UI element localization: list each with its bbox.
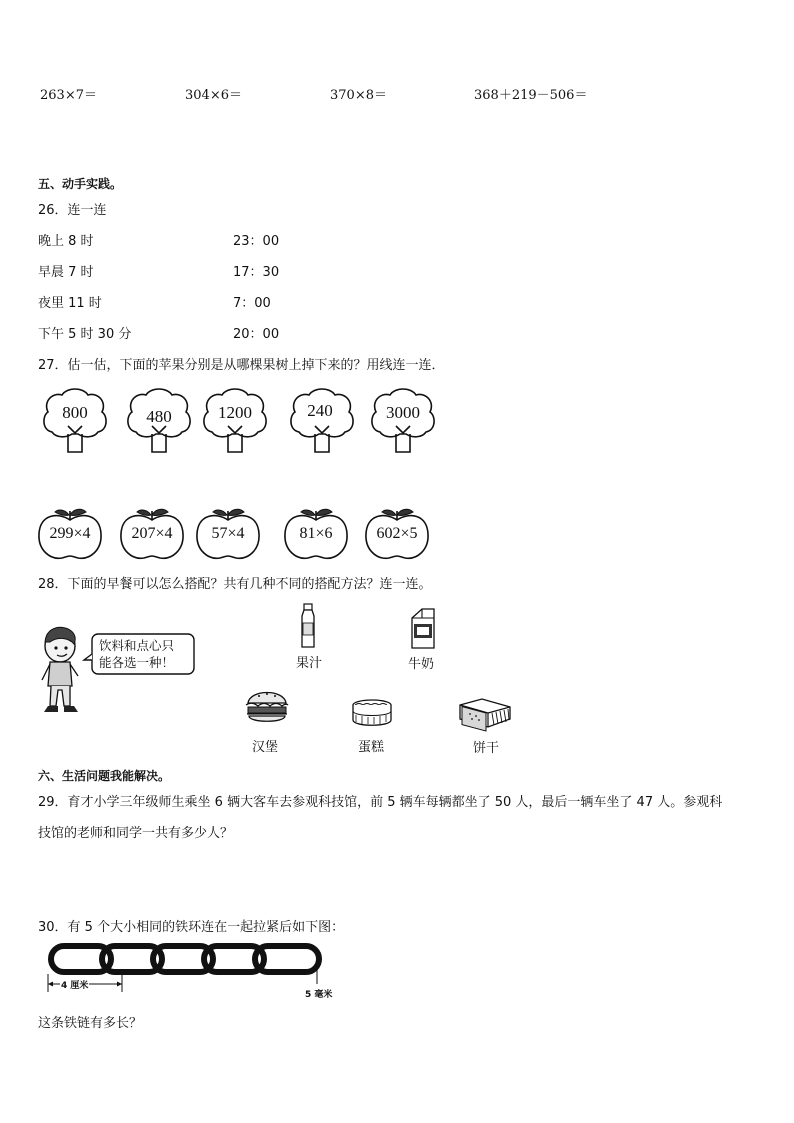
q30-label: 30．有 5 个大小相同的铁环连在一起拉紧后如下图： xyxy=(38,920,345,935)
q26-right-item: 20：00 xyxy=(233,327,280,342)
tree-value: 1200 xyxy=(218,403,252,422)
boy-illustration xyxy=(36,624,88,716)
hamburger-icon xyxy=(244,687,290,727)
chain-dimension-left: 4 厘米 xyxy=(60,978,89,991)
apple-expression: 602×5 xyxy=(376,525,418,542)
q26-right-item: 7：00 xyxy=(233,296,271,311)
apple-expression: 57×4 xyxy=(211,525,245,542)
apple-expression: 299×4 xyxy=(49,525,91,542)
tree-value: 3000 xyxy=(386,403,420,422)
bubble-line-1: 饮料和点心只 xyxy=(99,638,175,653)
q28-label: 28．下面的早餐可以怎么搭配？共有几种不同的搭配方法？连一连。 xyxy=(38,577,432,592)
drink-label: 果汁 xyxy=(296,656,323,671)
chain-diagram xyxy=(46,940,336,998)
snack-label: 蛋糕 xyxy=(358,740,385,755)
snack-label: 汉堡 xyxy=(252,740,279,755)
drink-label: 牛奶 xyxy=(408,657,435,672)
q27-label: 27．估一估，下面的苹果分别是从哪棵果树上掉下来的？用线连一连． xyxy=(38,358,445,373)
apple-expression: 207×4 xyxy=(131,525,173,542)
q29-line-2: 技馆的老师和同学一共有多少人？ xyxy=(38,826,234,841)
tree-value: 480 xyxy=(146,407,172,426)
section-5-heading: 五、动手实践。 xyxy=(38,177,123,191)
milk-carton-icon xyxy=(408,606,438,650)
apple-expression: 81×6 xyxy=(299,525,333,542)
q26-left-item: 早晨 7 时 xyxy=(38,265,94,280)
equation-1: 263×7＝ xyxy=(40,88,97,103)
bubble-line-2: 能各选一种！ xyxy=(99,655,175,670)
q26-left-item: 下午 5 时 30 分 xyxy=(38,327,132,342)
juice-bottle-icon xyxy=(296,603,320,649)
equation-2: 304×6＝ xyxy=(185,88,242,103)
q26-right-item: 23：00 xyxy=(233,234,280,249)
section-6-heading: 六、生活问题我能解决。 xyxy=(38,769,171,783)
tree-value: 800 xyxy=(62,403,88,422)
q29-line-1: 29．育才小学三年级师生乘坐 6 辆大客车去参观科技馆，前 5 辆车每辆都坐了 50 人，最后一辆车坐了 47 人。参观科 xyxy=(38,795,723,810)
tree-icon xyxy=(287,388,357,454)
cake-icon xyxy=(350,698,394,728)
chain-dimension-right: 5 毫米 xyxy=(305,990,333,1000)
q30-question: 这条铁链有多长？ xyxy=(38,1016,143,1031)
q26-right-item: 17：30 xyxy=(233,265,280,280)
q26-left-item: 夜里 11 时 xyxy=(38,296,102,311)
q26-left-item: 晚上 8 时 xyxy=(38,234,94,249)
snack-label: 饼干 xyxy=(473,741,500,756)
equation-4: 368＋219－506＝ xyxy=(474,88,588,103)
q26-label: 26．连一连 xyxy=(38,203,107,218)
tree-value: 240 xyxy=(307,401,333,420)
biscuit-icon xyxy=(456,697,512,729)
equation-3: 370×8＝ xyxy=(330,88,387,103)
